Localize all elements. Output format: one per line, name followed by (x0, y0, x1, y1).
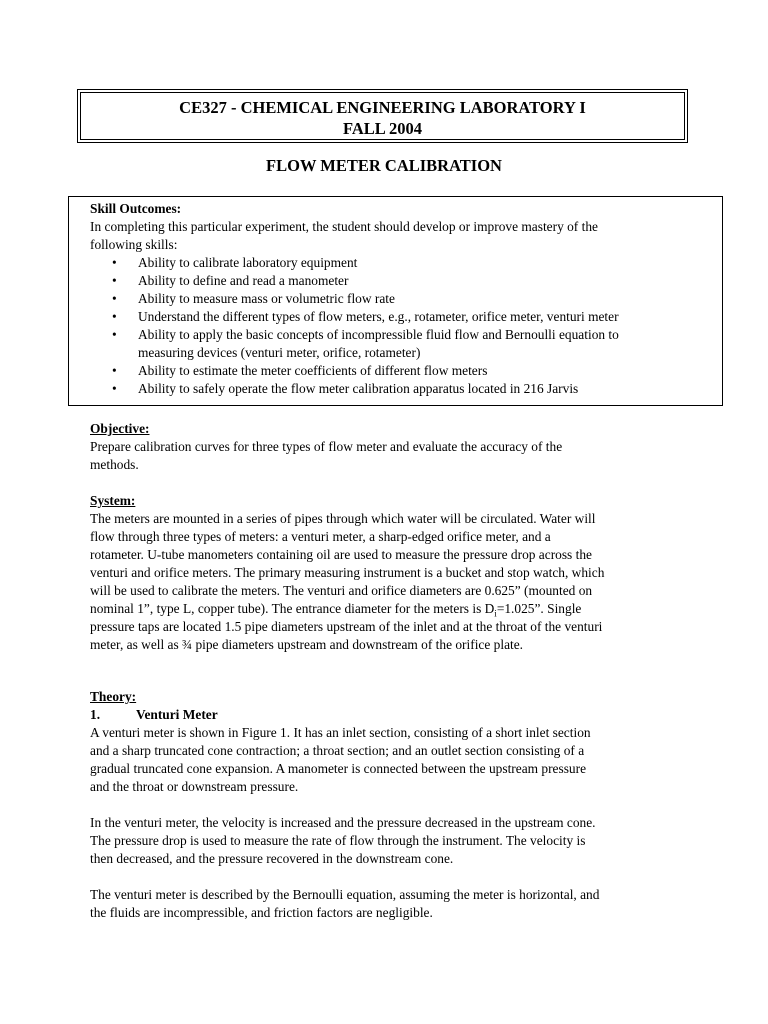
skill-list-item (110, 380, 722, 398)
skill-text: Ability to estimate the meter coefficients of different flow meters (138, 363, 488, 378)
theory-line: then decreased, and the pressure recovered in the downstream cone. (90, 851, 454, 866)
skill-text: Ability to calibrate laboratory equipment (138, 255, 358, 270)
skill-outcomes-box (68, 196, 723, 406)
system-line-tail: =1.025”. Single (496, 601, 582, 616)
objective-heading: Objective: (90, 421, 150, 436)
theory-line: In the venturi meter, the velocity is increased and the pressure decreased in the upstream cone. (90, 815, 596, 830)
system-line: pressure taps are located 1.5 pipe diameters upstream of the inlet and at the throat of the venturi (90, 619, 603, 634)
theory-line: The pressure drop is used to measure the rate of flow through the instrument. The velocity is (90, 833, 586, 848)
skill-outcomes-intro-line: In completing this particular experiment, the student should develop or improve mastery of the (90, 219, 598, 234)
system-line: flow through three types of meters: a venturi meter, a sharp-edged orifice meter, and a (90, 529, 551, 544)
bullet-icon: • (112, 309, 117, 324)
course-title-box (80, 92, 685, 140)
theory-line: The venturi meter is described by the Bernoulli equation, assuming the meter is horizontal, and (90, 887, 600, 902)
system-line-text: nominal 1”, type L, copper tube). The entrance diameter for the meters is D (90, 601, 495, 616)
skill-list-item (110, 290, 722, 308)
objective-line: methods. (90, 457, 139, 472)
system-heading: System: (90, 493, 136, 508)
theory-line: and the throat or downstream pressure. (90, 779, 299, 794)
subsection-number: 1. (90, 707, 101, 722)
bullet-icon: • (112, 363, 117, 378)
theory-heading: Theory: (90, 689, 137, 704)
skill-text: Ability to apply the basic concepts of incompressible fluid flow and Bernoulli equation to (138, 327, 619, 342)
system-line: will be used to calibrate the meters. The venturi and orifice diameters are 0.625” (mounted on (90, 583, 593, 598)
skill-list-item (110, 326, 722, 362)
system-line: The meters are mounted in a series of pipes through which water will be circulated. Water will (90, 511, 596, 526)
course-title: CE327 - CHEMICAL ENGINEERING LABORATORY I (179, 98, 586, 117)
system-section (90, 492, 680, 654)
document-title: FLOW METER CALIBRATION (266, 156, 502, 175)
venturi-subheading (90, 706, 680, 724)
system-line: rotameter. U-tube manometers containing oil are used to measure the pressure drop across the (90, 547, 592, 562)
theory-line: and a sharp truncated cone contraction; a throat section; and an outlet section consisting of a (90, 743, 585, 758)
system-line (90, 600, 680, 618)
skill-text: Ability to safely operate the flow meter calibration apparatus located in 216 Jarvis (138, 381, 579, 396)
bullet-icon: • (112, 381, 117, 396)
objective-section (90, 420, 680, 474)
bullet-icon: • (112, 255, 117, 270)
bullet-icon: • (112, 273, 117, 288)
skill-outcomes-heading: Skill Outcomes: (90, 201, 182, 216)
diameter-subscript: i (494, 608, 497, 619)
skill-list-item (110, 308, 722, 326)
bullet-icon: • (112, 327, 117, 342)
theory-section (90, 688, 680, 922)
skill-text-continued: measuring devices (venturi meter, orifice, rotameter) (138, 345, 421, 360)
skill-outcomes-intro-line: following skills: (90, 237, 178, 252)
bullet-icon: • (112, 291, 117, 306)
skill-text: Understand the different types of flow meters, e.g., rotameter, orifice meter, venturi meter (138, 309, 619, 324)
skill-text: Ability to define and read a manometer (138, 273, 349, 288)
system-line: venturi and orifice meters. The primary measuring instrument is a bucket and stop watch, which (90, 565, 605, 580)
theory-line: A venturi meter is shown in Figure 1. It has an inlet section, consisting of a short inlet section (90, 725, 591, 740)
theory-line: the fluids are incompressible, and friction factors are negligible. (90, 905, 433, 920)
theory-line: gradual truncated cone expansion. A manometer is connected between the upstream pressure (90, 761, 587, 776)
skill-text: Ability to measure mass or volumetric flow rate (138, 291, 395, 306)
skill-list (90, 254, 722, 398)
objective-line: Prepare calibration curves for three types of flow meter and evaluate the accuracy of the (90, 439, 563, 454)
skill-list-item (110, 362, 722, 380)
subsection-title: Venturi Meter (136, 707, 218, 722)
term-label: FALL 2004 (343, 119, 422, 138)
skill-list-item (110, 254, 722, 272)
skill-list-item (110, 272, 722, 290)
system-line: meter, as well as ¾ pipe diameters upstream and downstream of the orifice plate. (90, 637, 524, 652)
